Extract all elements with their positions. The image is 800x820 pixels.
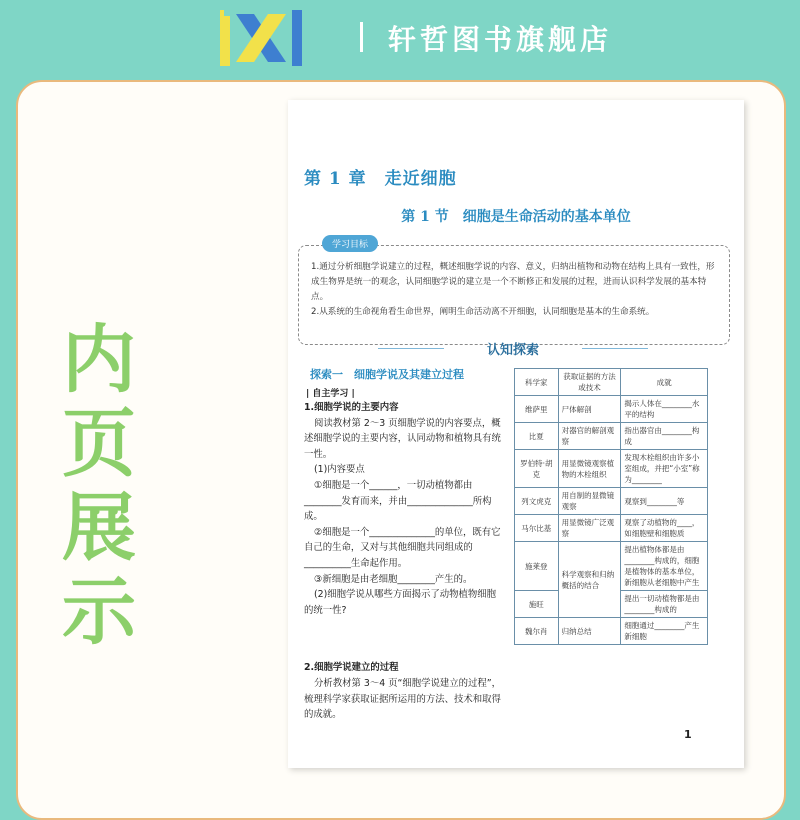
table-row	[515, 423, 708, 450]
answer-space	[304, 618, 504, 660]
table-row	[515, 542, 708, 591]
goal-item: 2.从系统的生命视角看生命世界，阐明生命活动离不开细胞，认同细胞是基本的生命系统。	[311, 307, 655, 317]
section-title: 第 1 节 细胞是生命活动的基本单位	[401, 209, 631, 225]
body-paragraph: ③新细胞是由老细胞________产生的。	[314, 573, 473, 585]
store-name: 轩哲图书旗舰店	[388, 23, 613, 56]
explore-subtitle: 探索一 细胞学说及其建立过程	[310, 368, 464, 381]
learning-goals-tag: 学习目标	[322, 235, 378, 252]
store-banner	[0, 0, 800, 80]
body-paragraph: ①细胞是一个______，一切动植物都由________发育而来，并由______________所构成。	[304, 479, 492, 523]
explore-divider-left	[378, 348, 444, 349]
table-cell: 用显微镜广泛观察	[558, 515, 621, 542]
side-label	[62, 318, 222, 654]
explore-banner	[448, 338, 578, 358]
explore-banner-text: 认知探索	[486, 343, 539, 358]
table-cell: 观察了动植物的____，如细胞壁和细胞质	[621, 515, 708, 542]
table-cell: 用自制的显微镜观察	[558, 488, 621, 515]
table-cell: 提出植物体都是由________构成的，细胞是植物体的基本单位，新细胞从老细胞中产生	[621, 542, 708, 591]
table-row	[515, 515, 708, 542]
table-row	[515, 396, 708, 423]
explore-divider-right	[582, 348, 648, 349]
table-cell: 揭示人体在________水平的结构	[621, 396, 708, 423]
store-logo-icon	[218, 6, 304, 70]
banner-divider	[360, 22, 363, 52]
left-column-text	[304, 400, 504, 723]
table-cell: 马尔比基	[515, 515, 559, 542]
table-row	[515, 488, 708, 515]
table-header-row	[515, 369, 708, 396]
self-study-tag: | 自主学习 |	[306, 389, 355, 399]
table-header-cell: 成就	[621, 369, 708, 396]
table-cell: 施旺	[515, 591, 559, 618]
body-paragraph: 阅读教材第 2～3 页细胞学说的内容要点，概述细胞学说的主要内容，认同动物和植物具有统一性。	[304, 417, 501, 460]
table-cell: 列文虎克	[515, 488, 559, 515]
table-cell: 魏尔肖	[515, 618, 559, 645]
question-heading: 1.细胞学说的主要内容	[304, 402, 399, 413]
scientist-table	[514, 368, 708, 645]
learning-goals-box	[298, 245, 730, 345]
table-cell: 罗伯特·胡克	[515, 450, 559, 488]
table-cell: 比夏	[515, 423, 559, 450]
body-paragraph: ②细胞是一个______________的单位，既有它自己的生命，又对与其他细胞共同组成的__________生命起作用。	[304, 526, 501, 569]
table-cell: 维萨里	[515, 396, 559, 423]
question-heading: 2.细胞学说建立的过程	[304, 662, 399, 674]
goal-item: 1.通过分析细胞学说建立的过程，概述细胞学说的内容、意义，归纳出植物和动物在结构上具有一致性，形成生物界是统一的观念，认同细胞学说的建立是一个不断修正和发展的过程，进而认识科学发展的基本特点。	[311, 262, 715, 302]
body-paragraph: (1)内容要点	[314, 464, 365, 476]
table-cell: 细胞通过________产生新细胞	[621, 618, 708, 645]
side-label-line: 展示	[62, 485, 144, 655]
body-paragraph: 分析教材第 3～4 页“细胞学说建立的过程”，梳理科学家获取证据所运用的方法、技术和取得的成就。	[304, 677, 501, 721]
book-page	[288, 100, 744, 768]
table-cell: 科学观察和归纳概括的结合	[558, 542, 621, 618]
table-cell: 尸体解剖	[558, 396, 621, 423]
table-cell: 指出器官由________构成	[621, 423, 708, 450]
table-cell: 发现木栓组织由许多小室组成，并把“小室”称为________	[621, 450, 708, 488]
table-cell: 用显微镜观察植物的木栓组织	[558, 450, 621, 488]
side-label-line: 内页	[62, 317, 144, 487]
table-cell: 提出一切动植物都是由________构成的	[621, 591, 708, 618]
table-row	[515, 618, 708, 645]
table-cell: 归纳总结	[558, 618, 621, 645]
page-number: 1	[684, 728, 692, 741]
table-cell: 施莱登	[515, 542, 559, 591]
table-header-cell: 获取证据的方法或技术	[558, 369, 621, 396]
table-cell: 对器官的解剖观察	[558, 423, 621, 450]
body-paragraph: (2)细胞学说从哪些方面揭示了动物植物细胞的统一性?	[304, 589, 497, 616]
table-row	[515, 450, 708, 488]
table-header-cell: 科学家	[515, 369, 559, 396]
chapter-title: 第 1 章 走近细胞	[304, 169, 457, 189]
table-cell: 观察到________等	[621, 488, 708, 515]
